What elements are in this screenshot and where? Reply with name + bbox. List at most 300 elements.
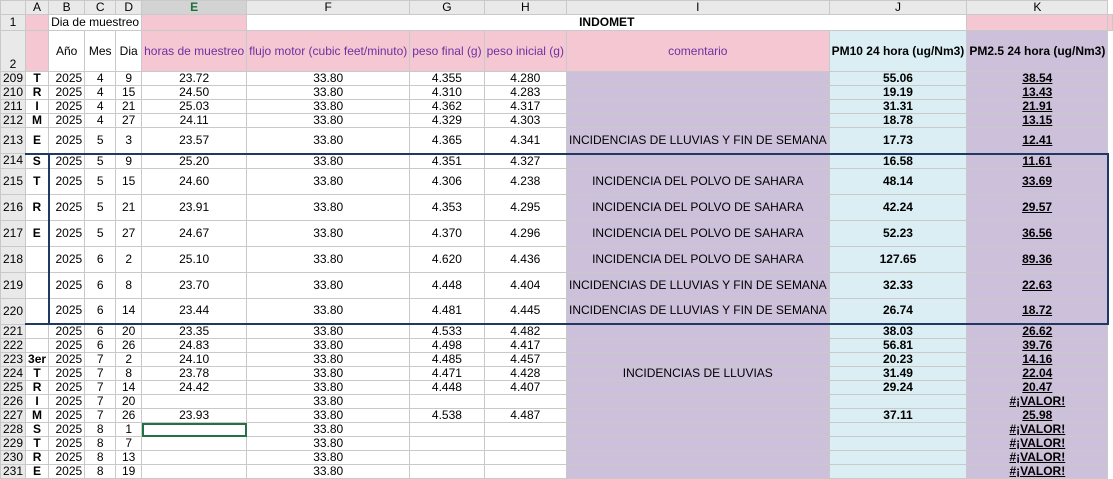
flujo-cell[interactable]: 33.80 [247,437,410,451]
header-dia[interactable]: Dia [116,31,142,72]
cell[interactable] [142,15,247,31]
pm25-cell[interactable]: 25.98 [967,409,1108,423]
label-cell[interactable] [26,272,49,298]
peso-inicial-cell[interactable]: 4.487 [484,409,566,423]
anio-cell[interactable]: 2025 [49,128,85,154]
label-cell[interactable]: T [26,72,49,86]
peso-inicial-cell[interactable]: 4.428 [484,367,566,381]
label-cell[interactable]: R [26,451,49,465]
anio-cell[interactable]: 2025 [49,437,85,451]
header-anio[interactable]: Año [49,31,85,72]
label-cell[interactable]: M [26,409,49,423]
mes-cell[interactable]: 6 [85,339,116,353]
pm10-cell[interactable]: 42.24 [829,194,967,220]
pm25-cell[interactable]: 22.63 [967,272,1108,298]
pm10-cell[interactable]: 18.78 [829,114,967,128]
row-header[interactable]: 212 [1,114,26,128]
mes-cell[interactable]: 6 [85,246,116,272]
anio-cell[interactable]: 2025 [49,367,85,381]
peso-final-cell[interactable]: 4.471 [410,367,484,381]
pm10-cell[interactable]: 38.03 [829,324,967,339]
header-flujo[interactable]: flujo motor (cubic feet/minuto) [247,31,410,72]
anio-cell[interactable]: 2025 [49,86,85,100]
horas-cell[interactable]: 24.83 [142,339,247,353]
mes-cell[interactable]: 5 [85,168,116,194]
peso-inicial-cell[interactable]: 4.238 [484,168,566,194]
label-cell[interactable]: M [26,114,49,128]
peso-inicial-cell[interactable]: 4.457 [484,353,566,367]
pm25-cell[interactable]: 22.04 [967,367,1108,381]
pm10-cell[interactable]: 32.33 [829,272,967,298]
horas-cell[interactable]: 23.78 [142,367,247,381]
column-header-g[interactable]: G [410,1,484,15]
label-cell[interactable]: I [26,395,49,409]
peso-final-cell[interactable]: 4.329 [410,114,484,128]
cell[interactable] [967,15,1108,31]
label-cell[interactable]: T [26,367,49,381]
pm25-cell[interactable]: 89.36 [967,246,1108,272]
flujo-cell[interactable]: 33.80 [247,339,410,353]
pm25-cell[interactable]: 21.91 [967,100,1108,114]
mes-cell[interactable]: 5 [85,128,116,154]
dia-cell[interactable]: 8 [116,272,142,298]
peso-final-cell[interactable]: 4.370 [410,220,484,246]
pm10-cell[interactable] [829,423,967,437]
pm10-cell[interactable] [829,437,967,451]
pm10-cell[interactable]: 16.58 [829,154,967,169]
pm25-cell[interactable]: #¡VALOR! [967,395,1108,409]
comentario-cell[interactable] [566,395,829,409]
pm25-cell[interactable]: 11.61 [967,154,1108,169]
anio-cell[interactable]: 2025 [49,168,85,194]
row-header[interactable]: 214 [1,154,26,169]
label-cell[interactable]: T [26,168,49,194]
label-cell[interactable]: R [26,194,49,220]
comentario-cell[interactable]: INCIDENCIAS DE LLUVIAS Y FIN DE SEMANA [566,128,829,154]
label-cell[interactable]: 3er [26,353,49,367]
horas-cell[interactable]: 24.60 [142,168,247,194]
flujo-cell[interactable]: 33.80 [247,381,410,395]
pm10-cell[interactable]: 55.06 [829,72,967,86]
cell[interactable] [26,15,49,31]
horas-cell[interactable]: 25.03 [142,100,247,114]
mes-cell[interactable]: 6 [85,272,116,298]
flujo-cell[interactable]: 33.80 [247,409,410,423]
anio-cell[interactable]: 2025 [49,353,85,367]
peso-inicial-cell[interactable]: 4.303 [484,114,566,128]
peso-final-cell[interactable]: 4.448 [410,272,484,298]
pm10-cell[interactable]: 19.19 [829,86,967,100]
peso-final-cell[interactable]: 4.448 [410,381,484,395]
comentario-cell[interactable] [566,72,829,86]
pm25-cell[interactable]: #¡VALOR! [967,465,1108,479]
comentario-cell[interactable] [566,86,829,100]
peso-final-cell[interactable]: 4.310 [410,86,484,100]
dia-cell[interactable]: 2 [116,246,142,272]
anio-cell[interactable]: 2025 [49,114,85,128]
dia-cell[interactable]: 19 [116,465,142,479]
column-header-b[interactable]: B [49,1,85,15]
peso-inicial-cell[interactable]: 4.341 [484,128,566,154]
dia-cell[interactable]: 9 [116,72,142,86]
mes-cell[interactable]: 5 [85,154,116,169]
mes-cell[interactable]: 5 [85,194,116,220]
mes-cell[interactable]: 8 [85,437,116,451]
peso-final-cell[interactable]: 4.353 [410,194,484,220]
row-header[interactable]: 215 [1,168,26,194]
column-header-c[interactable]: C [85,1,116,15]
pm10-cell[interactable]: 26.74 [829,298,967,324]
label-cell[interactable]: E [26,128,49,154]
peso-inicial-cell[interactable]: 4.327 [484,154,566,169]
flujo-cell[interactable]: 33.80 [247,128,410,154]
label-cell[interactable]: S [26,154,49,169]
row-header[interactable]: 216 [1,194,26,220]
dia-cell[interactable]: 21 [116,100,142,114]
pm25-cell[interactable]: 36.56 [967,220,1108,246]
header-pm10[interactable]: PM10 24 hora (ug/Nm3) [829,31,967,72]
flujo-cell[interactable]: 33.80 [247,423,410,437]
flujo-cell[interactable]: 33.80 [247,194,410,220]
pm25-cell[interactable]: 12.41 [967,128,1108,154]
pm25-cell[interactable]: 33.69 [967,168,1108,194]
label-cell[interactable]: R [26,86,49,100]
label-cell[interactable]: S [26,423,49,437]
row-header[interactable]: 217 [1,220,26,246]
peso-inicial-cell[interactable] [484,465,566,479]
comentario-cell[interactable] [566,100,829,114]
row-header[interactable]: 210 [1,86,26,100]
comentario-cell[interactable]: INCIDENCIAS DE LLUVIAS Y FIN DE SEMANA [566,298,829,324]
comentario-cell[interactable] [566,339,829,353]
indomet-title[interactable]: INDOMET [247,15,967,31]
row-header[interactable]: 225 [1,381,26,395]
peso-inicial-cell[interactable]: 4.295 [484,194,566,220]
dia-cell[interactable]: 21 [116,194,142,220]
peso-inicial-cell[interactable]: 4.482 [484,324,566,339]
peso-inicial-cell[interactable]: 4.445 [484,298,566,324]
dia-cell[interactable]: 1 [116,423,142,437]
pm25-cell[interactable]: 13.43 [967,86,1108,100]
peso-final-cell[interactable]: 4.498 [410,339,484,353]
peso-final-cell[interactable]: 4.533 [410,324,484,339]
peso-final-cell[interactable]: 4.362 [410,100,484,114]
row-header[interactable]: 213 [1,128,26,154]
anio-cell[interactable]: 2025 [49,72,85,86]
header-horas[interactable]: horas de muestreo [142,31,247,72]
horas-cell[interactable]: 25.20 [142,154,247,169]
anio-cell[interactable]: 2025 [49,465,85,479]
comentario-cell[interactable] [566,437,829,451]
label-cell[interactable]: E [26,220,49,246]
pm25-cell[interactable]: #¡VALOR! [967,451,1108,465]
anio-cell[interactable]: 2025 [49,324,85,339]
flujo-cell[interactable]: 33.80 [247,272,410,298]
label-cell[interactable]: I [26,100,49,114]
pm25-cell[interactable]: 20.47 [967,381,1108,395]
label-cell[interactable] [26,298,49,324]
mes-cell[interactable]: 6 [85,298,116,324]
mes-cell[interactable]: 8 [85,451,116,465]
peso-inicial-cell[interactable] [484,423,566,437]
flujo-cell[interactable]: 33.80 [247,168,410,194]
cell[interactable] [26,31,49,72]
peso-inicial-cell[interactable]: 4.280 [484,72,566,86]
flujo-cell[interactable]: 33.80 [247,72,410,86]
label-cell[interactable] [26,339,49,353]
pm10-cell[interactable] [829,465,967,479]
dia-cell[interactable]: 13 [116,451,142,465]
row-header[interactable]: 211 [1,100,26,114]
comentario-cell[interactable]: INCIDENCIA DEL POLVO DE SAHARA [566,246,829,272]
anio-cell[interactable]: 2025 [49,246,85,272]
peso-final-cell[interactable]: 4.620 [410,246,484,272]
flujo-cell[interactable]: 33.80 [247,114,410,128]
comentario-cell[interactable] [566,353,829,367]
horas-cell[interactable]: 24.11 [142,114,247,128]
pm10-cell[interactable]: 17.73 [829,128,967,154]
flujo-cell[interactable]: 33.80 [247,86,410,100]
flujo-cell[interactable]: 33.80 [247,465,410,479]
dia-cell[interactable]: 20 [116,324,142,339]
label-cell[interactable] [26,246,49,272]
row-header[interactable]: 1 [1,15,26,31]
horas-cell[interactable]: 23.35 [142,324,247,339]
peso-final-cell[interactable]: 4.485 [410,353,484,367]
comentario-cell[interactable]: INCIDENCIAS DE LLUVIAS Y FIN DE SEMANA [566,272,829,298]
row-header[interactable]: 222 [1,339,26,353]
horas-cell[interactable]: 23.57 [142,128,247,154]
flujo-cell[interactable]: 33.80 [247,353,410,367]
row-header[interactable]: 229 [1,437,26,451]
mes-cell[interactable]: 7 [85,353,116,367]
dia-cell[interactable]: 27 [116,114,142,128]
label-cell[interactable]: T [26,437,49,451]
column-header-k[interactable]: K [967,1,1108,15]
pm25-cell[interactable]: 26.62 [967,324,1108,339]
row-header[interactable]: 2 [1,31,26,72]
peso-final-cell[interactable]: 4.306 [410,168,484,194]
peso-inicial-cell[interactable]: 4.436 [484,246,566,272]
pm25-cell[interactable]: 38.54 [967,72,1108,86]
mes-cell[interactable]: 5 [85,220,116,246]
column-header-j[interactable]: J [829,1,967,15]
peso-inicial-cell[interactable]: 4.296 [484,220,566,246]
peso-inicial-cell[interactable]: 4.417 [484,339,566,353]
horas-cell[interactable]: 23.44 [142,298,247,324]
pm10-cell[interactable]: 29.24 [829,381,967,395]
row-header[interactable]: 209 [1,72,26,86]
flujo-cell[interactable]: 33.80 [247,395,410,409]
mes-cell[interactable]: 8 [85,465,116,479]
comentario-cell[interactable] [566,409,829,423]
horas-cell[interactable] [142,465,247,479]
row-header[interactable]: 231 [1,465,26,479]
peso-inicial-cell[interactable] [484,395,566,409]
pm25-cell[interactable]: 29.57 [967,194,1108,220]
header-pm25[interactable]: PM2.5 24 hora (ug/Nm3) [967,31,1108,72]
column-header-e[interactable]: E [142,1,247,15]
anio-cell[interactable]: 2025 [49,220,85,246]
pm25-cell[interactable]: #¡VALOR! [967,423,1108,437]
anio-cell[interactable]: 2025 [49,194,85,220]
header-comentario[interactable]: comentario [566,31,829,72]
row-header[interactable]: 219 [1,272,26,298]
mes-cell[interactable]: 7 [85,381,116,395]
horas-cell[interactable]: 23.72 [142,72,247,86]
comentario-cell[interactable]: INCIDENCIA DEL POLVO DE SAHARA [566,194,829,220]
cell[interactable] [1108,15,1113,31]
anio-cell[interactable]: 2025 [49,381,85,395]
pm10-cell[interactable]: 48.14 [829,168,967,194]
horas-cell[interactable]: 23.93 [142,409,247,423]
flujo-cell[interactable]: 33.80 [247,298,410,324]
row-header[interactable]: 227 [1,409,26,423]
column-header-d[interactable]: D [116,1,142,15]
pm25-cell[interactable]: 13.15 [967,114,1108,128]
label-cell[interactable]: R [26,381,49,395]
column-header-f[interactable]: F [247,1,410,15]
select-all-corner[interactable] [1,1,26,15]
peso-final-cell[interactable]: 4.355 [410,72,484,86]
comentario-cell[interactable]: INCIDENCIAS DE LLUVIAS [566,367,829,381]
flujo-cell[interactable]: 33.80 [247,246,410,272]
pm10-cell[interactable] [829,451,967,465]
anio-cell[interactable]: 2025 [49,298,85,324]
row-header[interactable]: 223 [1,353,26,367]
label-cell[interactable]: E [26,465,49,479]
peso-final-cell[interactable] [410,465,484,479]
horas-cell[interactable]: 23.70 [142,272,247,298]
flujo-cell[interactable]: 33.80 [247,220,410,246]
comentario-cell[interactable]: INCIDENCIA DEL POLVO DE SAHARA [566,168,829,194]
pm10-cell[interactable]: 56.81 [829,339,967,353]
pm10-cell[interactable]: 20.23 [829,353,967,367]
dia-cell[interactable]: 14 [116,298,142,324]
row-header[interactable]: 226 [1,395,26,409]
dia-cell[interactable]: 15 [116,168,142,194]
comentario-cell[interactable] [566,451,829,465]
column-header-a[interactable]: A [26,1,49,15]
horas-cell[interactable]: 24.10 [142,353,247,367]
dia-cell[interactable]: 9 [116,154,142,169]
mes-cell[interactable]: 4 [85,72,116,86]
comentario-cell[interactable] [566,381,829,395]
peso-inicial-cell[interactable]: 4.283 [484,86,566,100]
peso-inicial-cell[interactable] [484,451,566,465]
row-header[interactable]: 221 [1,324,26,339]
mes-cell[interactable]: 4 [85,114,116,128]
horas-cell[interactable] [142,451,247,465]
peso-inicial-cell[interactable]: 4.317 [484,100,566,114]
pm10-cell[interactable]: 127.65 [829,246,967,272]
pm10-cell[interactable] [829,395,967,409]
dia-cell[interactable]: 8 [116,367,142,381]
pm25-cell[interactable]: #¡VALOR! [967,437,1108,451]
horas-cell[interactable] [142,395,247,409]
peso-inicial-cell[interactable] [484,437,566,451]
row-header[interactable]: 224 [1,367,26,381]
peso-final-cell[interactable]: 4.365 [410,128,484,154]
horas-cell[interactable] [142,423,247,437]
row-header[interactable]: 218 [1,246,26,272]
dia-cell[interactable]: 20 [116,395,142,409]
peso-inicial-cell[interactable]: 4.404 [484,272,566,298]
anio-cell[interactable]: 2025 [49,451,85,465]
header-peso-final[interactable]: peso final (g) [410,31,484,72]
dia-cell[interactable]: 7 [116,437,142,451]
horas-cell[interactable]: 23.91 [142,194,247,220]
flujo-cell[interactable]: 33.80 [247,367,410,381]
peso-inicial-cell[interactable]: 4.407 [484,381,566,395]
horas-cell[interactable] [142,437,247,451]
pm10-cell[interactable]: 37.11 [829,409,967,423]
mes-cell[interactable]: 7 [85,395,116,409]
flujo-cell[interactable]: 33.80 [247,100,410,114]
peso-final-cell[interactable] [410,423,484,437]
comentario-cell[interactable] [566,154,829,169]
mes-cell[interactable]: 8 [85,423,116,437]
dia-cell[interactable]: 3 [116,128,142,154]
anio-cell[interactable]: 2025 [49,395,85,409]
dia-cell[interactable]: 26 [116,409,142,423]
comentario-cell[interactable] [566,465,829,479]
row-header[interactable]: 228 [1,423,26,437]
peso-final-cell[interactable] [410,437,484,451]
dia-muestreo-label[interactable]: Dia de muestreo [49,15,142,31]
pm10-cell[interactable]: 31.31 [829,100,967,114]
dia-cell[interactable]: 26 [116,339,142,353]
column-header-i[interactable]: I [566,1,829,15]
flujo-cell[interactable]: 33.80 [247,154,410,169]
comentario-cell[interactable]: INCIDENCIA DEL POLVO DE SAHARA [566,220,829,246]
horas-cell[interactable]: 24.42 [142,381,247,395]
dia-cell[interactable]: 27 [116,220,142,246]
pm25-cell[interactable]: 18.72 [967,298,1108,324]
peso-final-cell[interactable]: 4.481 [410,298,484,324]
dia-cell[interactable]: 2 [116,353,142,367]
flujo-cell[interactable]: 33.80 [247,324,410,339]
mes-cell[interactable]: 7 [85,409,116,423]
comentario-cell[interactable] [566,324,829,339]
mes-cell[interactable]: 6 [85,324,116,339]
mes-cell[interactable]: 7 [85,367,116,381]
anio-cell[interactable]: 2025 [49,339,85,353]
peso-final-cell[interactable] [410,395,484,409]
anio-cell[interactable]: 2025 [49,409,85,423]
peso-final-cell[interactable]: 4.351 [410,154,484,169]
pm25-cell[interactable]: 14.16 [967,353,1108,367]
peso-final-cell[interactable]: 4.538 [410,409,484,423]
row-header[interactable]: 230 [1,451,26,465]
pm10-cell[interactable]: 31.49 [829,367,967,381]
header-mes[interactable]: Mes [85,31,116,72]
dia-cell[interactable]: 15 [116,86,142,100]
header-peso-inicial[interactable]: peso inicial (g) [484,31,566,72]
horas-cell[interactable]: 24.67 [142,220,247,246]
pm10-cell[interactable]: 52.23 [829,220,967,246]
anio-cell[interactable]: 2025 [49,423,85,437]
pm25-cell[interactable]: 39.76 [967,339,1108,353]
mes-cell[interactable]: 4 [85,86,116,100]
label-cell[interactable] [26,324,49,339]
anio-cell[interactable]: 2025 [49,272,85,298]
flujo-cell[interactable]: 33.80 [247,451,410,465]
horas-cell[interactable]: 25.10 [142,246,247,272]
comentario-cell[interactable] [566,423,829,437]
mes-cell[interactable]: 4 [85,100,116,114]
horas-cell[interactable]: 24.50 [142,86,247,100]
